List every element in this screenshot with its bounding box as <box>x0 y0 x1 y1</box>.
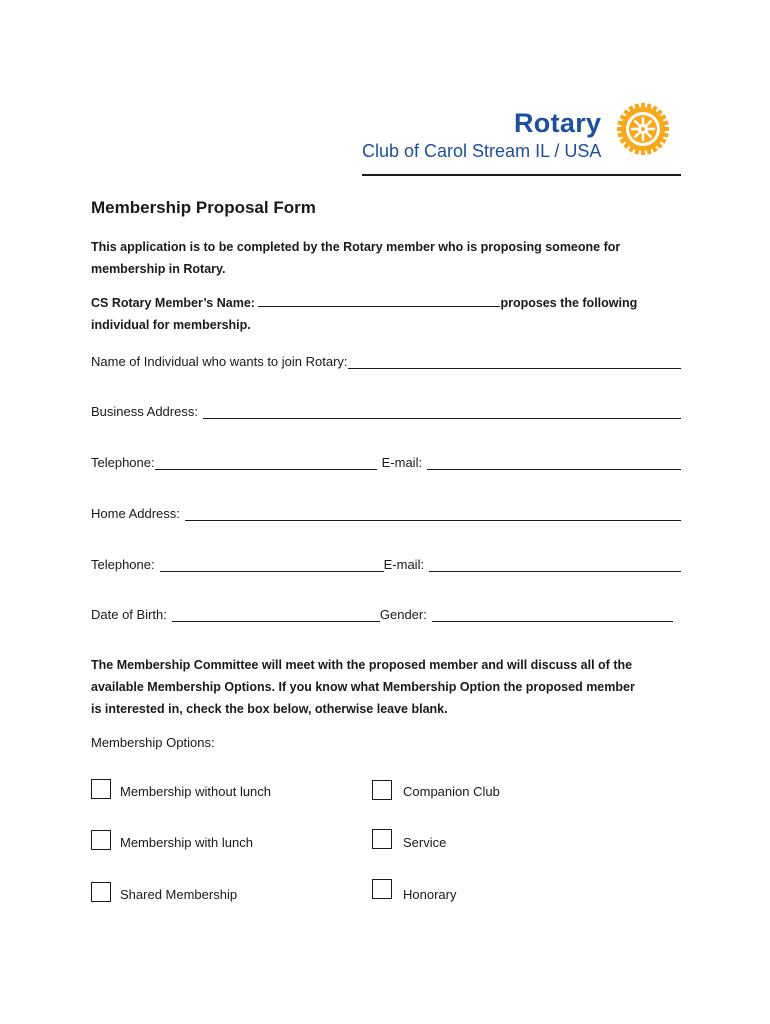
business-address-field[interactable] <box>203 404 681 419</box>
dob-gender-row <box>91 604 673 622</box>
business-contact-row <box>91 452 681 470</box>
intro-line-2: membership in Rotary. <box>91 262 226 276</box>
gender-field[interactable] <box>432 607 673 622</box>
dob-field[interactable] <box>172 607 380 622</box>
checkbox-membership-with-lunch[interactable] <box>91 830 111 850</box>
committee-line-2: available Membership Options. If you know what Membership Option the proposed member <box>91 680 635 694</box>
home-email-label: E-mail: <box>383 557 425 572</box>
option-label-shared-membership: Shared Membership <box>120 887 238 902</box>
intro-line-1: This application is to be completed by the Rotary member who is proposing someone for <box>91 240 621 254</box>
business-address-row <box>91 401 681 419</box>
home-phone-label: Telephone: <box>91 557 155 572</box>
intro-paragraph <box>91 236 691 280</box>
option-label-service: Service <box>403 835 447 850</box>
form-title: Membership Proposal Form <box>91 198 316 217</box>
business-address-label: Business Address: <box>91 404 198 419</box>
individual-name-field[interactable] <box>348 354 681 369</box>
member-name-field[interactable] <box>258 294 500 307</box>
business-email-label: E-mail: <box>381 455 423 470</box>
checkbox-companion-club[interactable] <box>372 780 392 800</box>
checkbox-membership-without-lunch[interactable] <box>91 779 111 799</box>
business-phone-label: Telephone: <box>91 455 155 470</box>
home-address-field[interactable] <box>185 506 681 521</box>
home-email-field[interactable] <box>429 557 681 572</box>
option-label-membership-with-lunch: Membership with lunch <box>120 835 253 850</box>
home-contact-row <box>91 554 681 572</box>
member-name-line-2: individual for membership. <box>91 318 251 332</box>
club-subtitle: Club of Carol Stream IL / USA <box>362 141 602 161</box>
home-address-row <box>91 503 681 521</box>
individual-name-label: Name of Individual who wants to join Rotary: <box>91 354 348 369</box>
home-phone-field[interactable] <box>160 557 384 572</box>
dob-label: Date of Birth: <box>91 607 167 622</box>
member-name-label: CS Rotary Member’s Name: <box>91 296 255 310</box>
option-label-honorary: Honorary <box>403 887 457 902</box>
committee-line-3: is interested in, check the box below, otherwise leave blank. <box>91 702 448 716</box>
rotary-wordmark: Rotary <box>514 108 602 138</box>
gender-label: Gender: <box>379 607 427 622</box>
committee-paragraph <box>91 654 691 720</box>
option-label-membership-without-lunch: Membership without lunch <box>120 784 272 799</box>
options-heading: Membership Options: <box>91 735 215 750</box>
business-phone-field[interactable] <box>155 455 377 470</box>
header-divider <box>362 174 681 176</box>
member-name-suffix: proposes the following <box>500 296 638 310</box>
checkbox-honorary[interactable] <box>372 879 392 899</box>
member-name-paragraph <box>91 292 691 336</box>
home-address-label: Home Address: <box>91 506 180 521</box>
option-label-companion-club: Companion Club <box>403 784 500 799</box>
checkbox-shared-membership[interactable] <box>91 882 111 902</box>
committee-line-1: The Membership Committee will meet with the proposed member and will discuss all of the <box>91 658 633 672</box>
individual-name-row <box>91 351 681 369</box>
business-email-field[interactable] <box>427 455 681 470</box>
checkbox-service[interactable] <box>372 829 392 849</box>
rotary-wheel-icon <box>612 98 674 160</box>
